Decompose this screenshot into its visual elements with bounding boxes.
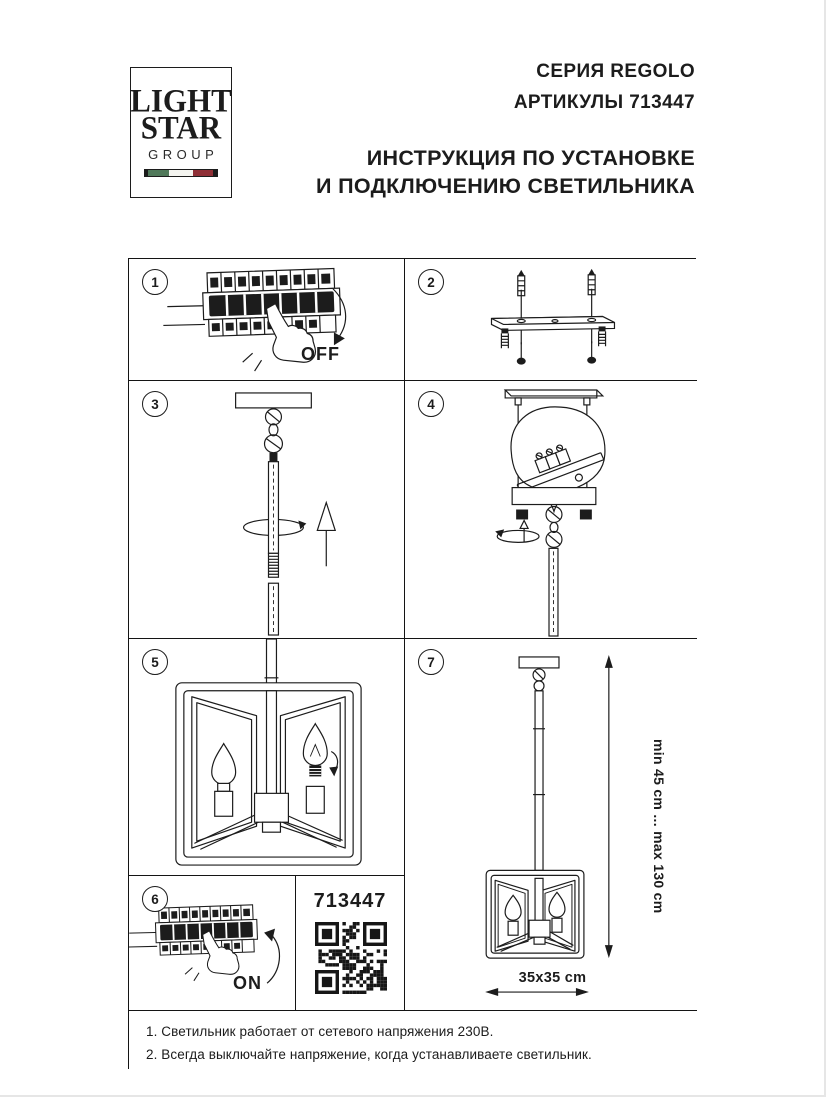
logo-word-group: GROUP: [148, 146, 219, 162]
lightstar-logo: [130, 67, 232, 198]
step-number-badge: 4: [418, 391, 444, 417]
wiring-canopy-illustration: [405, 381, 697, 638]
article-number-title: АРТИКУЛЫ 713447: [513, 92, 695, 113]
height-dimension-label: min 45 cm ... max 130 cm: [651, 739, 667, 914]
bulb-installation-illustration: [129, 639, 404, 875]
instruction-title-line2: И ПОДКЛЮЧЕНИЮ СВЕТИЛЬНИКА: [316, 173, 695, 198]
header-text: [316, 61, 695, 201]
off-label: OFF: [301, 344, 340, 364]
step-panel-7: [405, 639, 697, 1011]
step-number-badge: 2: [418, 269, 444, 295]
series-title: СЕРИЯ REGOLO: [536, 61, 695, 82]
step-number-badge: 6: [142, 886, 168, 912]
instruction-title: [316, 145, 695, 201]
step-panel-5: [129, 639, 405, 876]
step-number-badge: 5: [142, 649, 168, 675]
step-panel-2: [405, 259, 697, 381]
rod-assembly-illustration: [129, 381, 404, 638]
step-panel-6: [129, 876, 296, 1011]
step-panel-4: [405, 381, 697, 639]
step-number-badge: 3: [142, 391, 168, 417]
width-dimension-label: 35x35 cm: [518, 970, 587, 986]
circuit-breaker-off-illustration: [129, 259, 404, 380]
instruction-title-line1: ИНСТРУКЦИЯ ПО УСТАНОВКЕ: [366, 146, 695, 170]
logo-word-light: LIGHT: [130, 82, 232, 120]
step-panel-3: [129, 381, 405, 639]
on-label: ON: [233, 973, 262, 993]
qr-article-number: 713447: [313, 890, 387, 912]
qr-panel: [296, 876, 405, 1011]
note-line-1: 1. Светильник работает от сетевого напряжения 230В.: [146, 1024, 494, 1039]
mounting-bracket-illustration: [405, 259, 697, 380]
step-number-badge: 1: [142, 269, 168, 295]
step-number-badge: 7: [418, 649, 444, 675]
italian-flag-bar: [144, 169, 218, 177]
logo-word-star: STAR: [140, 109, 222, 146]
steps-grid: [128, 258, 696, 1069]
qr-code: [315, 922, 387, 994]
notes-panel: [129, 1011, 697, 1070]
step-panel-1: [129, 259, 405, 381]
note-line-2: 2. Всегда выключайте напряжение, когда устанавливаете светильник.: [146, 1047, 592, 1063]
